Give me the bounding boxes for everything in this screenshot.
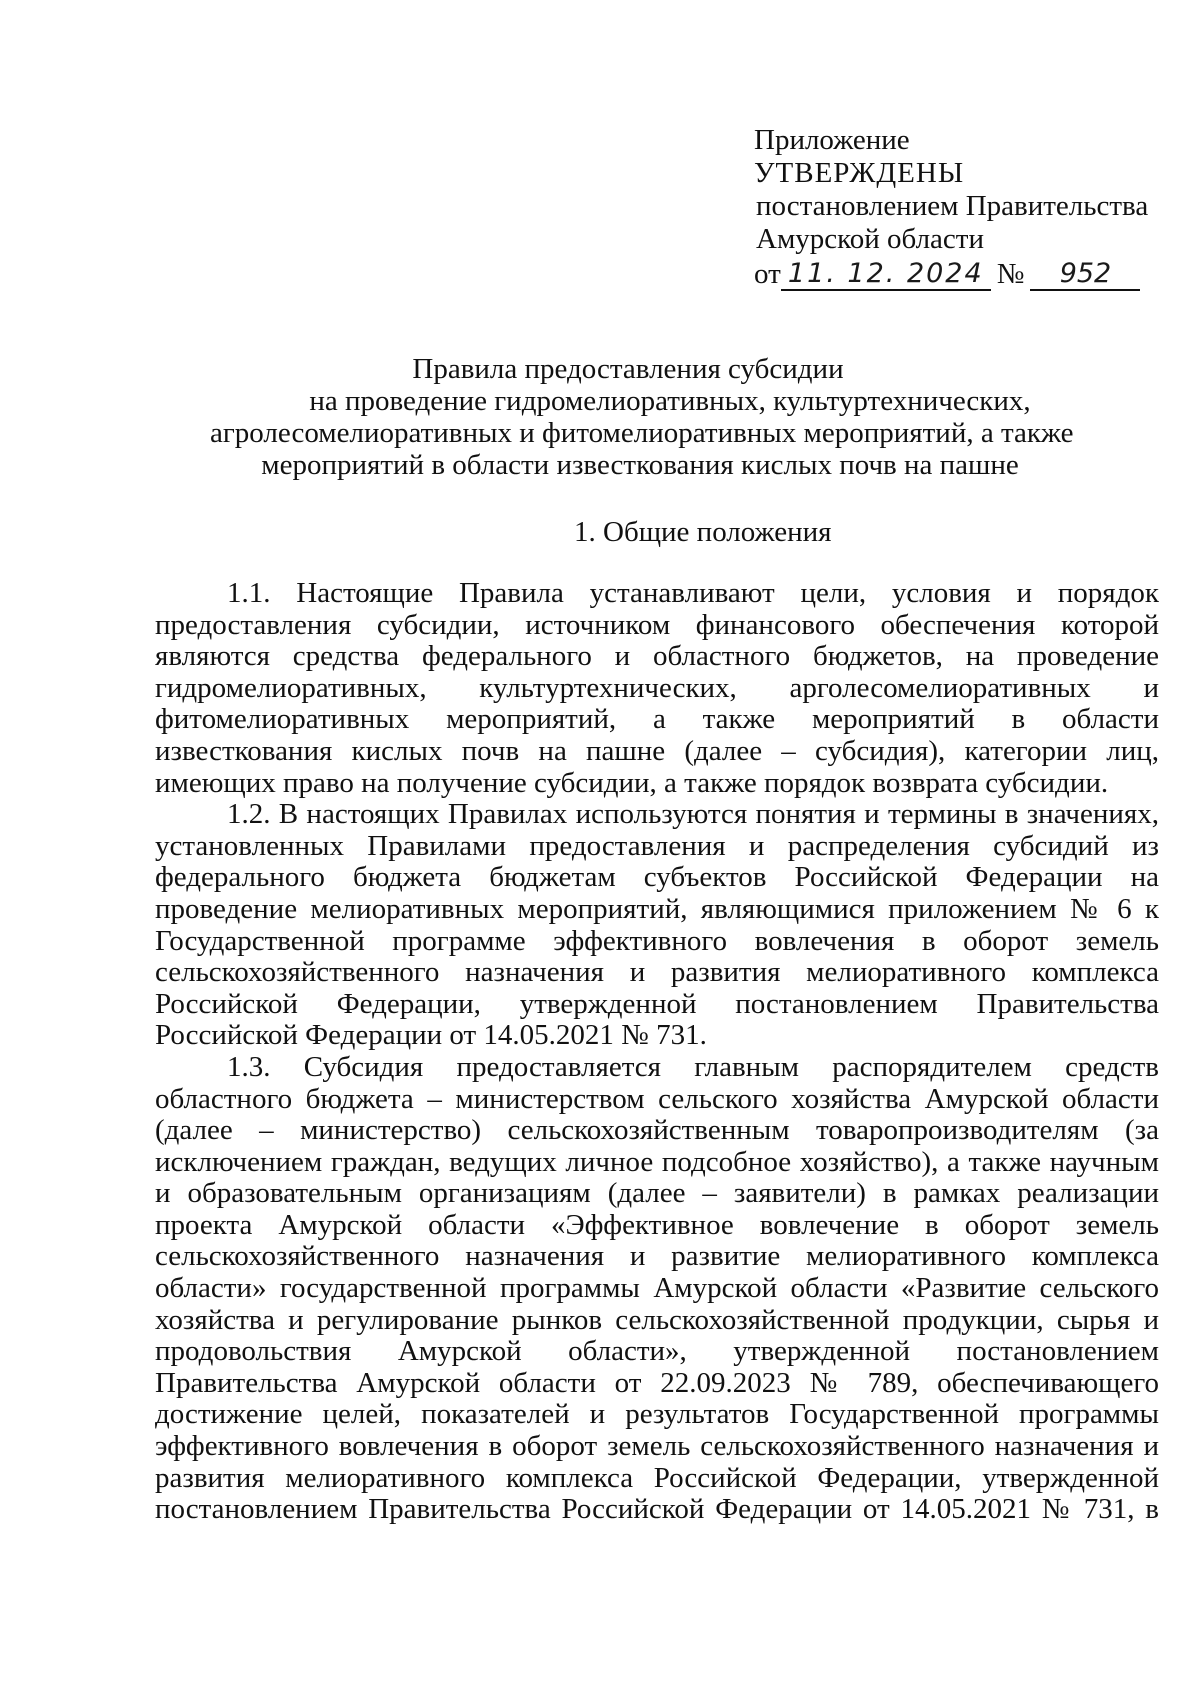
- approval-block: [754, 124, 1154, 291]
- handwritten-number: 952: [1030, 259, 1140, 291]
- title-line-1: Правила предоставления субсидии: [412, 353, 844, 385]
- title-line-4: мероприятий в области известкования кислых почв на пашне: [261, 449, 1019, 481]
- approval-by-resolution: постановлением Правительства: [756, 190, 1149, 222]
- document-body: [155, 578, 1159, 1526]
- paragraph-1-2: 1.2. В настоящих Правилах используются понятия и термины в значениях, установленных Правилами предоставления и распределения субсидий из федерального бюджета бюджетам субъектов Российской Федерации на проведение мелиоративных мероприятий, являющимися приложением № 6 к Государственной программе эффективного вовлечения в оборот земель сельскохозяйственного назначения и развития мелиоративного комплекса Российской Федерации, утвержденной постановлением Правительства Российской Федерации от 14.05.2021 № 731.: [155, 798, 1159, 1052]
- approval-appendix-label: Приложение: [754, 124, 910, 156]
- section-heading: 1. Общие положения: [574, 516, 832, 548]
- title-line-2: на проведение гидромелиоративных, культуртехнических,: [309, 385, 1031, 417]
- approval-region: Амурской области: [756, 223, 984, 255]
- document-title: [150, 353, 1074, 481]
- paragraph-1-3: 1.3. Субсидия предоставляется главным распорядителем средств областного бюджета – министерством сельского хозяйства Амурской области (далее – министерство) сельскохозяйственным товаропроизводителям (за исключением граждан, ведущих личное подсобное хозяйство), а также научным и образовательным организациям (далее – заявители) в рамках реализации проекта Амурской области «Эффективное вовлечение в оборот земель сельскохозяйственного назначения и развитие мелиоративного комплекса области» государственной программы Амурской области «Развитие сельского хозяйства и регулирование рынков сельскохозяйственной продукции, сырья и продовольствия Амурской области», утвержденной постановлением Правительства Амурской области от 22.09.2023 № 789, обеспечивающего достижение целей, показателей и результатов Государственной программы эффективного вовлечения в оборот земель сельскохозяйственного назначения и развития мелиоративного комплекса Российской Федерации, утвержденной постановлением Правительства Российской Федерации от 14.05.2021 № 731, в: [155, 1050, 1159, 1526]
- paragraph-1-1: 1.1. Настоящие Правила устанавливают цели, условия и порядок предоставления субсидии, источником финансового обеспечения которой являются средства федерального и областного бюджетов, на проведение гидромелиоративных, культуртехнических, арголесомелиоративных и фитомелиоративных мероприятий, а также мероприятий в области известкования кислых почв на пашне (далее – субсидия), категории лиц, имеющих право на получение субсидии, а также порядок возврата субсидии.: [155, 577, 1159, 799]
- handwritten-date: 11. 12. 2024: [781, 259, 991, 291]
- number-sign: №: [996, 258, 1025, 290]
- title-line-3: агролесомелиоративных и фитомелиоративных мероприятий, а также: [210, 417, 1074, 449]
- approval-approved-label: УТВЕРЖДЕНЫ: [754, 157, 965, 189]
- approval-date-number-line: [754, 258, 1154, 291]
- date-prefix: от: [754, 258, 781, 290]
